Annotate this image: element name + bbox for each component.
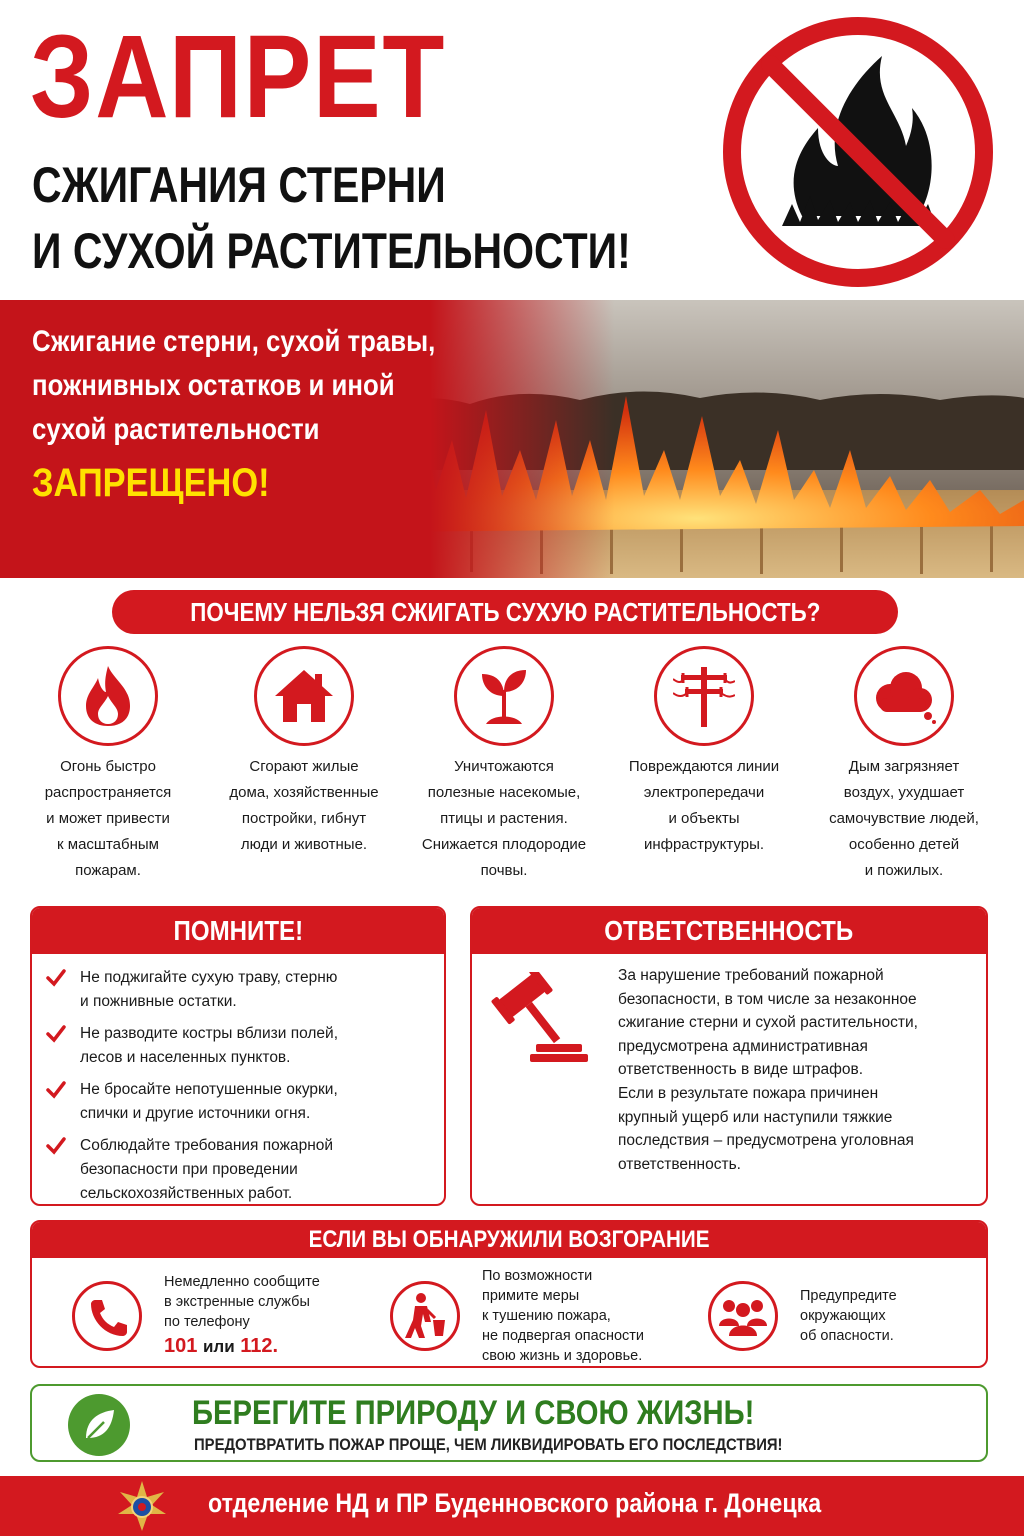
why-text-line: птицы и растения. xyxy=(440,810,568,827)
responsibility-text-line: безопасности, в том числе за незаконное xyxy=(618,990,917,1008)
check-icon xyxy=(46,1136,66,1156)
smoke-cloud-icon xyxy=(854,646,954,746)
page-title: ЗАПРЕТ xyxy=(30,11,447,143)
extinguish-text-line: не подвергая опасности xyxy=(482,1328,645,1344)
why-text-line: Дым загрязняет xyxy=(848,758,960,775)
call-text-line: по телефону xyxy=(164,1313,250,1330)
why-text-line: и пожилых. xyxy=(864,862,944,879)
emergency-number-101: 101 xyxy=(164,1334,198,1357)
gavel-icon xyxy=(486,972,590,1064)
responsibility-text-line: За нарушение требований пожарной xyxy=(618,967,884,984)
prohibited-label: ЗАПРЕЩЕНО! xyxy=(32,461,270,505)
page-subtitle-line-1: СЖИГАНИЯ СТЕРНИ xyxy=(32,157,446,213)
warn-others-block xyxy=(708,1266,897,1366)
power-line-icon xyxy=(654,646,754,746)
responsibility-text-line: ответственность. xyxy=(618,1155,741,1173)
warn-text-line: об опасности. xyxy=(800,1328,894,1344)
list-item-text: Соблюдайте требования пожарной xyxy=(80,1137,334,1154)
people-group-icon xyxy=(708,1281,778,1351)
firefighter-bucket-icon xyxy=(390,1281,460,1351)
why-item-fire-spread xyxy=(10,646,206,884)
why-heading-banner xyxy=(112,590,898,634)
responsibility-header xyxy=(472,908,986,954)
responsibility-heading: ОТВЕТСТВЕННОСТЬ xyxy=(604,915,854,946)
responsibility-panel xyxy=(470,906,988,1206)
sprout-icon xyxy=(454,646,554,746)
emergency-number-112: 112. xyxy=(240,1334,279,1357)
why-heading: ПОЧЕМУ НЕЛЬЗЯ СЖИГАТЬ СУХУЮ РАСТИТЕЛЬНОСТЬ? xyxy=(189,596,821,627)
extinguish-text-line: примите меры xyxy=(482,1288,580,1304)
emergency-numbers xyxy=(164,1332,320,1361)
slogan-sub-text: ПРЕДОТВРАТИТЬ ПОЖАР ПРОЩЕ, ЧЕМ ЛИКВИДИРОВАТЬ ЕГО ПОСЛЕДСТВИЯ! xyxy=(194,1436,783,1454)
list-item-text: Не бросайте непотушенные окурки, xyxy=(80,1081,338,1098)
why-text-line: дома, хозяйственные xyxy=(229,784,379,801)
warn-text-line: Предупредите xyxy=(800,1288,897,1304)
why-item-nature xyxy=(406,646,602,884)
hero-line-2: пожнивных остатков и иной xyxy=(32,369,395,402)
flame-icon xyxy=(58,646,158,746)
why-item-houses xyxy=(206,646,402,858)
remember-list xyxy=(32,954,444,1206)
no-fire-icon xyxy=(722,16,994,288)
responsibility-text-line: последствия – предусмотрена уголовная xyxy=(618,1132,914,1150)
list-item-text: сельскохозяйственных работ. xyxy=(80,1185,293,1202)
emergency-service-emblem-icon xyxy=(116,1480,168,1532)
why-text-line: Повреждаются линии xyxy=(628,758,780,775)
why-text-line: воздух, ухудшает xyxy=(843,784,965,801)
responsibility-text-line: сжигание стерни и сухой растительности, xyxy=(618,1014,918,1032)
warn-text-line: окружающих xyxy=(800,1308,886,1324)
list-item xyxy=(46,1078,434,1126)
why-text-line: постройки, гибнут xyxy=(241,810,367,827)
fire-found-header xyxy=(32,1222,986,1258)
extinguish-text-line: к тушению пожара, xyxy=(482,1308,611,1324)
why-text-line: электропередачи xyxy=(643,784,765,801)
why-item-power-lines xyxy=(606,646,802,858)
call-text-line: Немедленно сообщите xyxy=(164,1273,320,1290)
responsibility-text-line: крупный ущерб или наступили тяжкие xyxy=(618,1108,893,1126)
phone-icon xyxy=(72,1281,142,1351)
hero-line-3: сухой растительности xyxy=(32,413,320,446)
responsibility-text-line: ответственность в виде штрафов. xyxy=(618,1061,864,1079)
fire-found-panel xyxy=(30,1220,988,1368)
footer-organization: отделение НД и ПР Буденновского района г. Донецка xyxy=(208,1488,822,1518)
why-text-line: и может привести xyxy=(46,810,170,827)
or-label: или xyxy=(202,1336,235,1356)
call-emergency-block xyxy=(72,1266,320,1366)
remember-heading: ПОМНИТЕ! xyxy=(173,915,303,946)
remember-header xyxy=(32,908,444,954)
extinguish-text-line: свою жизнь и здоровье. xyxy=(482,1348,643,1364)
list-item-text: безопасности при проведении xyxy=(80,1161,298,1178)
why-text-line: Сгорают жилые xyxy=(249,758,359,775)
why-text-line: к масштабным xyxy=(57,836,159,853)
list-item xyxy=(46,1134,434,1206)
list-item-text: Не поджигайте сухую траву, стерню xyxy=(80,969,338,986)
list-item-text: Не разводите костры вблизи полей, xyxy=(80,1025,338,1042)
why-item-smoke xyxy=(806,646,1002,884)
call-text-line: в экстренные службы xyxy=(164,1293,310,1310)
list-item xyxy=(46,966,434,1014)
remember-panel xyxy=(30,906,446,1206)
header xyxy=(0,0,1024,300)
slogan-panel xyxy=(30,1384,988,1462)
slogan-main-text: БЕРЕГИТЕ ПРИРОДУ И СВОЮ ЖИЗНЬ! xyxy=(192,1394,755,1432)
responsibility-text-line: Если в результате пожара причинен xyxy=(618,1084,879,1102)
why-text-line: самочувствие людей, xyxy=(829,810,979,827)
leaf-icon xyxy=(68,1394,130,1456)
page-subtitle-line-2: И СУХОЙ РАСТИТЕЛЬНОСТИ! xyxy=(32,223,631,279)
why-text-line: Снижается плодородие xyxy=(421,836,587,853)
why-text-line: особенно детей xyxy=(848,836,960,853)
list-item xyxy=(46,1022,434,1070)
extinguish-block xyxy=(390,1266,644,1366)
check-icon xyxy=(46,968,66,988)
responsibility-text-line: предусмотрена административная xyxy=(618,1037,868,1055)
house-icon xyxy=(254,646,354,746)
footer xyxy=(0,1476,1024,1536)
why-text-line: пожарам. xyxy=(75,862,141,879)
why-text-line: инфраструктуры. xyxy=(643,836,765,853)
fire-found-heading: ЕСЛИ ВЫ ОБНАРУЖИЛИ ВОЗГОРАНИЕ xyxy=(308,1226,710,1253)
list-item-text: спички и другие источники огня. xyxy=(80,1105,311,1122)
why-text-line: и объекты xyxy=(668,810,740,827)
hero-message xyxy=(32,320,592,510)
hero-banner xyxy=(0,300,1024,578)
extinguish-text-line: По возможности xyxy=(482,1268,593,1284)
why-text-line: почвы. xyxy=(480,862,528,879)
why-text-line: люди и животные. xyxy=(240,836,368,853)
check-icon xyxy=(46,1024,66,1044)
list-item-text: лесов и населенных пунктов. xyxy=(80,1049,291,1066)
list-item-text: и пожнивные остатки. xyxy=(80,993,237,1010)
why-text-line: Уничтожаются xyxy=(454,758,554,775)
why-text-line: Огонь быстро xyxy=(60,758,156,775)
why-text-line: распространяется xyxy=(44,784,172,801)
check-icon xyxy=(46,1080,66,1100)
hero-line-1: Сжигание стерни, сухой травы, xyxy=(32,325,436,358)
why-text-line: полезные насекомые, xyxy=(427,784,581,801)
